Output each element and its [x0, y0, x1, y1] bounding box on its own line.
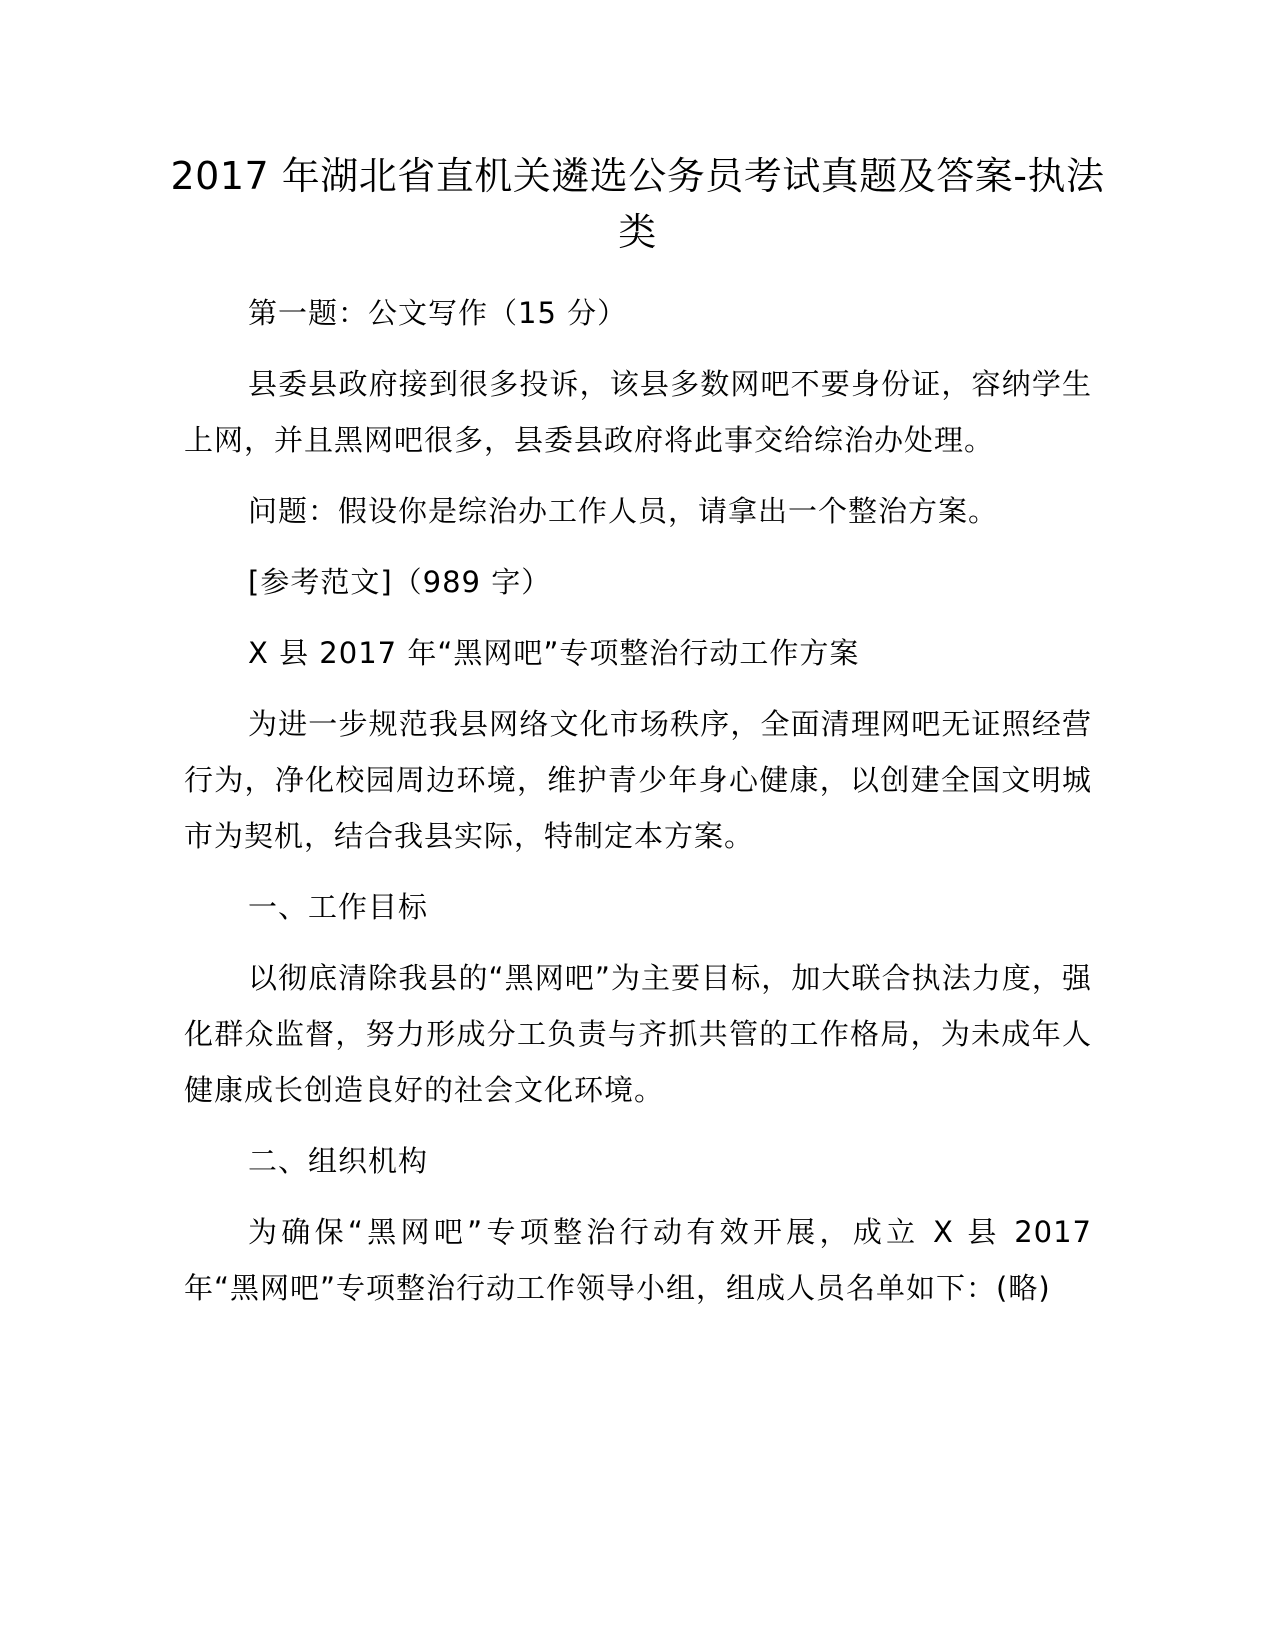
question-heading: 第一题：公文写作（15 分） [248, 296, 628, 330]
plan-title: X 县 2017 年“黑网吧”专项整治行动工作方案 [248, 636, 860, 670]
document-title: 2017 年湖北省直机关遴选公务员考试真题及答案-执法类 [170, 154, 1105, 254]
section-body-organization: 为确保“黑网吧”专项整治行动有效开展，成立 X 县 2017 年“黑网吧”专项整治行动工作领导小组，组成人员名单如下：(略) [184, 1215, 1092, 1305]
section-heading-organization: 二、组织机构 [248, 1144, 429, 1178]
reference-label: [参考范文]（989 字） [248, 565, 552, 599]
section-body-goals: 以彻底清除我县的“黑网吧”为主要目标，加大联合执法力度，强化群众监督，努力形成分工负责与齐抓共管的工作格局，为未成年人健康成长创造良好的社会文化环境。 [184, 961, 1092, 1107]
question-prompt: 问题：假设你是综治办工作人员，请拿出一个整治方案。 [248, 494, 999, 528]
plan-intro: 为进一步规范我县网络文化市场秩序，全面清理网吧无证照经营行为，净化校园周边环境，维护青少年身心健康，以创建全国文明城市为契机，结合我县实际，特制定本方案。 [184, 707, 1092, 853]
section-heading-goals: 一、工作目标 [248, 890, 429, 924]
document-body [184, 285, 1092, 1331]
question-background: 县委县政府接到很多投诉，该县多数网吧不要身份证，容纳学生上网，并且黑网吧很多，县委县政府将此事交给综治办处理。 [184, 367, 1092, 457]
